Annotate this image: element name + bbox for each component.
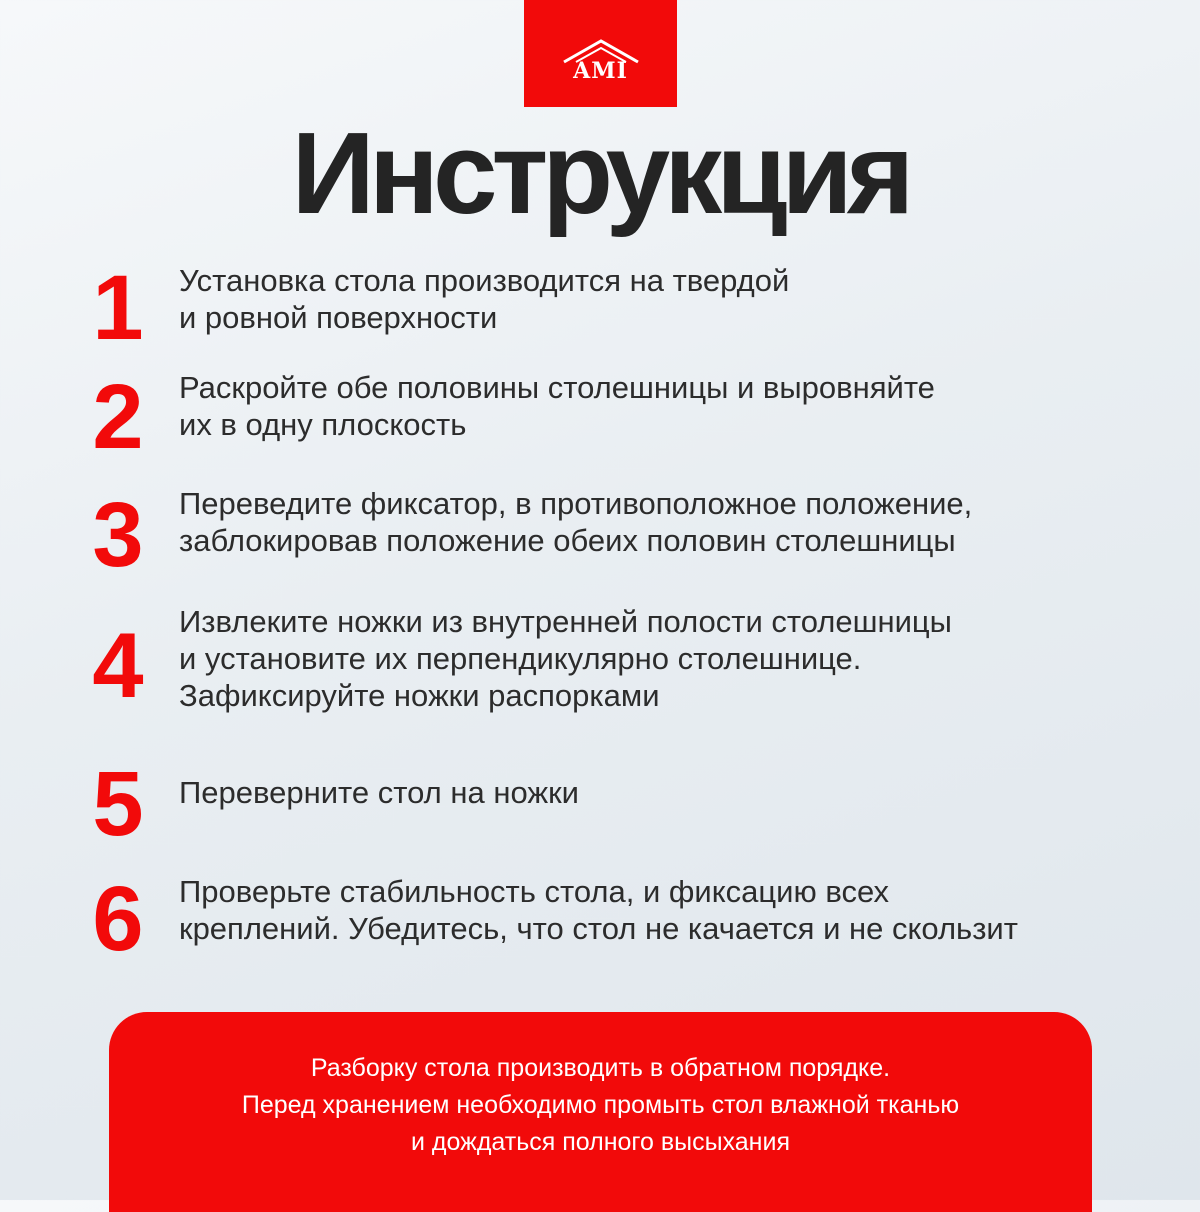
step-line: Переведите фиксатор, в противоположное положение, [179, 486, 973, 521]
step-line: и установите их перпендикулярно столешнице. [179, 641, 862, 676]
footer-line: Разборку стола производить в обратном порядке. [310, 1054, 891, 1082]
step-text [179, 262, 1139, 336]
step-line: Переверните стол на ножки [179, 775, 579, 810]
footer-line: Перед хранением необходимо промыть стол влажной тканью [241, 1091, 960, 1119]
footer-text [109, 1050, 1092, 1161]
step-text [179, 774, 1139, 811]
step-text [179, 369, 1139, 443]
footer-line: и дождаться полного высыхания [410, 1128, 790, 1156]
step-number: 3 [92, 484, 144, 586]
step-number: 6 [92, 868, 144, 970]
step-line: креплений. Убедитесь, что стол не качается и не скользит [179, 911, 1018, 946]
logo-text: AMI [573, 58, 628, 84]
brand-logo [524, 0, 677, 107]
step-line: Зафиксируйте ножки распорками [179, 678, 660, 713]
step-line: Раскройте обе половины столешницы и выровняйте [179, 370, 935, 405]
step-number: 1 [92, 257, 144, 359]
step-text [179, 485, 1139, 559]
step-line: Установка стола производится на твердой [179, 263, 790, 298]
step-number: 4 [92, 615, 144, 717]
step-line: Извлеките ножки из внутренней полости столешницы [179, 604, 952, 639]
footer-notice [109, 1012, 1092, 1212]
step-line: и ровной поверхности [179, 300, 498, 335]
step-line: Проверьте стабильность стола, и фиксацию всех [179, 874, 890, 909]
step-text [179, 603, 1139, 714]
step-text [179, 873, 1139, 947]
page-title: Инструкция [291, 108, 909, 238]
step-line: их в одну плоскость [179, 407, 467, 442]
step-number: 5 [92, 753, 144, 855]
step-line: заблокировав положение обеих половин столешницы [179, 523, 956, 558]
step-number: 2 [92, 366, 144, 468]
